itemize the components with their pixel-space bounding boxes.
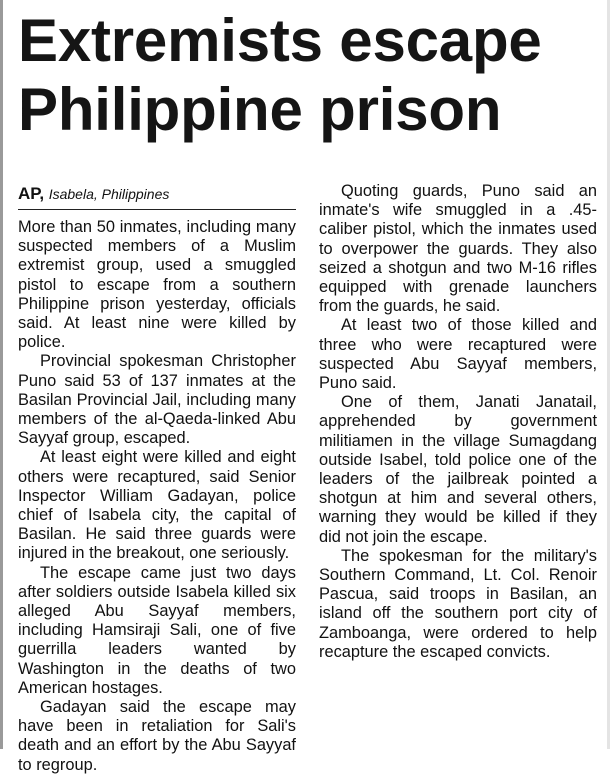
headline-line-1: Extremists escape bbox=[18, 7, 542, 74]
article-paragraph-6: Quoting guards, Puno said an inmate's wife smuggled in a .45-caliber pistol, which the inmates used to overpower the guards. They also seized a shotgun and two M-16 rifles equipped with grenade launchers from the guards, he said. bbox=[319, 182, 597, 316]
article-column-left bbox=[18, 182, 296, 775]
article-paragraph-2: Provincial spokesman Christopher Puno said 53 of 137 inmates at the Basilan Provincial Jail, including many members of the al-Qaeda-linked Abu Sayyaf group, escaped. bbox=[18, 352, 296, 448]
article-paragraph-1: More than 50 inmates, including many suspected members of a Muslim extremist group, used a smuggled pistol to escape from a southern Philippine prison yesterday, officials said. At least nine were killed by police. bbox=[18, 218, 296, 352]
byline bbox=[18, 182, 296, 210]
byline-dateline: Isabela, Philippines bbox=[48, 186, 170, 202]
article-paragraph-4: The escape came just two days after soldiers outside Isabela killed six alleged Abu Sayyaf members, including Hamsiraji Sali, one of five guerrilla leaders wanted by Washington in the deaths of two American hostages. bbox=[18, 563, 296, 697]
article-paragraph-7: At least two of those killed and three who were recaptured were suspected Abu Sayyaf members, Puno said. bbox=[319, 316, 597, 393]
article-paragraph-8: One of them, Janati Janatail, apprehended by government militiamen in the village Sumagdang outside Isabel, told police one of the leaders of the jailbreak pointed a shotgun at him and several others, warning they would be killed if they did not join the escape. bbox=[319, 393, 597, 546]
byline-agency: AP, bbox=[18, 184, 45, 203]
headline-line-2: Philippine prison bbox=[18, 76, 502, 143]
article-paragraph-9: The spokesman for the military's Southern Command, Lt. Col. Renoir Pascua, said troops in Basilan, an island off the southern port city of Zamboanga, were ordered to help recapture the escaped convicts. bbox=[319, 546, 597, 661]
article-paragraph-3: At least eight were killed and eight others were recaptured, said Senior Inspector William Gadayan, police chief of Isabela city, the capital of Basilan. He said three guards were injured in the breakout, one seriously. bbox=[18, 448, 296, 563]
headline bbox=[18, 6, 608, 144]
column-rule-left bbox=[0, 0, 3, 749]
article-column-right bbox=[319, 182, 597, 662]
article-paragraph-5: Gadayan said the escape may have been in retaliation for Sali's death and an effort by the Abu Sayyaf to regroup. bbox=[18, 698, 296, 774]
